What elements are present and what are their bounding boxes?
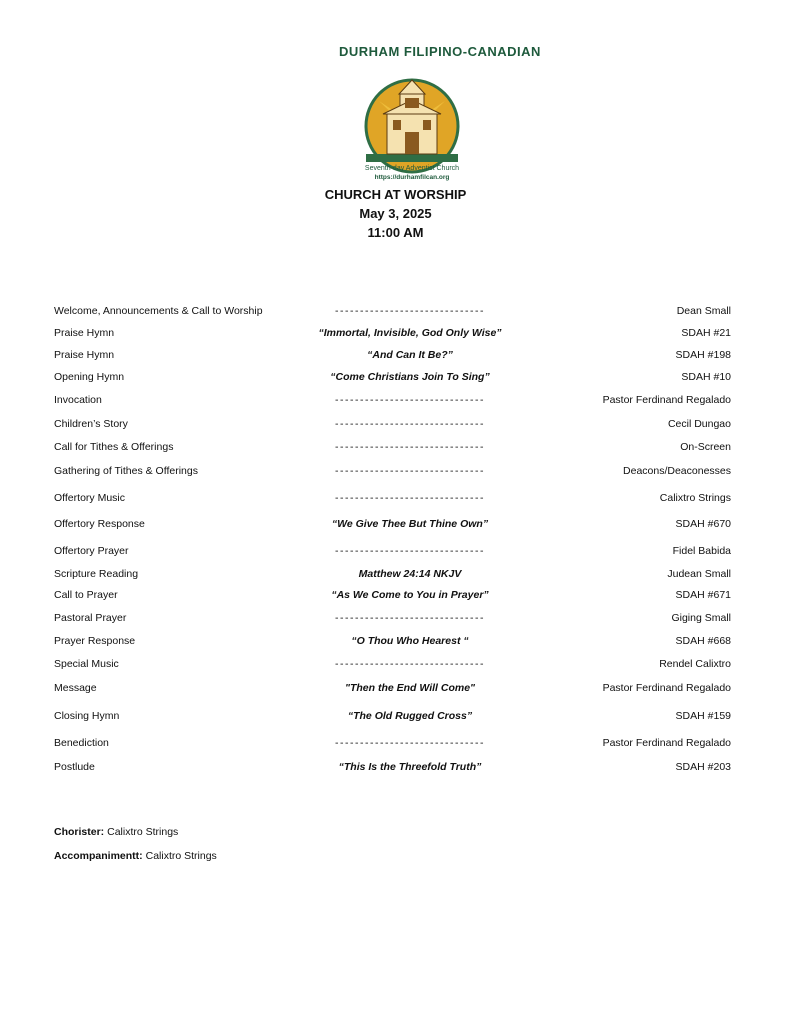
- program-detail: ------------------------------: [335, 465, 485, 477]
- service-date: May 3, 2025: [359, 206, 432, 221]
- program-row: [0, 761, 791, 777]
- program-leader: Giging Small: [671, 612, 731, 624]
- program-detail: “Come Christians Join To Sing”: [330, 371, 490, 383]
- program-detail: ------------------------------: [335, 492, 485, 504]
- program-detail: “As We Come to You in Prayer”: [331, 589, 489, 601]
- program-row: [0, 465, 791, 481]
- accompaniment-line: [54, 850, 217, 862]
- program-detail: ------------------------------: [335, 418, 485, 430]
- program-leader: SDAH #198: [675, 349, 731, 361]
- program-item: Pastoral Prayer: [54, 612, 127, 624]
- church-logo: [339, 44, 541, 182]
- program-row: [0, 568, 791, 584]
- program-leader: Cecil Dungao: [667, 418, 731, 430]
- program-leader: SDAH #668: [675, 635, 731, 647]
- chorister-line: [54, 826, 178, 838]
- program-leader: Dean Small: [676, 305, 731, 317]
- program-row: [0, 305, 791, 321]
- program-row: [0, 394, 791, 410]
- program-item: Welcome, Announcements & Call to Worship: [54, 305, 263, 317]
- program-detail: “Immortal, Invisible, God Only Wise”: [318, 327, 502, 339]
- program-leader: SDAH #203: [675, 761, 731, 773]
- program-row: [0, 327, 791, 343]
- program-item: Invocation: [54, 394, 102, 406]
- program-leader: Judean Small: [667, 568, 731, 580]
- program-detail: ------------------------------: [335, 441, 485, 453]
- program-leader: SDAH #671: [675, 589, 731, 601]
- program-item: Prayer Response: [54, 635, 136, 647]
- program-item: Offertory Music: [54, 492, 125, 504]
- program-row: [0, 710, 791, 726]
- program-detail: “And Can It Be?”: [367, 349, 453, 361]
- program-item: Closing Hymn: [54, 710, 120, 722]
- program-item: Special Music: [54, 658, 119, 670]
- program-leader: On-Screen: [680, 441, 731, 453]
- accompaniment-value: Calixtro Strings: [142, 850, 217, 862]
- program-row: [0, 589, 791, 605]
- chorister-label: Chorister:: [54, 826, 105, 838]
- program-leader: Calixtro Strings: [659, 492, 731, 504]
- program-leader: SDAH #21: [681, 327, 731, 339]
- program-item: Gathering of Tithes & Offerings: [54, 465, 198, 477]
- program-row: [0, 492, 791, 508]
- service-time: 11:00 AM: [367, 225, 424, 240]
- program-detail: “O Thou Who Hearest “: [351, 635, 469, 647]
- program-row: [0, 658, 791, 674]
- program-item: Praise Hymn: [54, 327, 115, 339]
- program-detail: “The Old Rugged Cross”: [347, 710, 473, 722]
- program-leader: SDAH #159: [675, 710, 731, 722]
- program-row: [0, 371, 791, 387]
- program-leader: Pastor Ferdinand Regalado: [602, 394, 731, 406]
- program-row: [0, 682, 791, 698]
- program-detail: Matthew 24:14 NKJV: [358, 568, 462, 580]
- program-leader: SDAH #670: [675, 518, 731, 530]
- program-row: [0, 518, 791, 534]
- program-row: [0, 737, 791, 753]
- program-item: Offertory Response: [54, 518, 145, 530]
- program-leader: Pastor Ferdinand Regalado: [602, 682, 731, 694]
- program-leader: SDAH #10: [681, 371, 731, 383]
- program-row: [0, 612, 791, 628]
- logo-arc-text: DURHAM FILIPINO-CANADIAN: [339, 44, 541, 59]
- program-row: [0, 349, 791, 365]
- program-detail: ------------------------------: [335, 545, 485, 557]
- program-row: [0, 635, 791, 651]
- program-item: Postlude: [54, 761, 95, 773]
- accompaniment-label: Accompanimentt:: [54, 850, 143, 862]
- program-detail: “We Give Thee But Thine Own”: [331, 518, 489, 530]
- program-detail: ------------------------------: [335, 737, 485, 749]
- program-detail: "Then the End Will Come": [344, 682, 476, 694]
- chorister-value: Calixtro Strings: [104, 826, 179, 838]
- program-detail: “This Is the Threefold Truth”: [338, 761, 482, 773]
- program-detail: ------------------------------: [335, 394, 485, 406]
- program-row: [0, 441, 791, 457]
- program-item: Benediction: [54, 737, 109, 749]
- page-title: CHURCH AT WORSHIP: [324, 187, 467, 202]
- program-row: [0, 545, 791, 561]
- program-item: Children’s Story: [54, 418, 128, 430]
- program-detail: ------------------------------: [335, 305, 485, 317]
- program-leader: Rendel Calixtro: [659, 658, 731, 670]
- program-item: Call to Prayer: [54, 589, 118, 601]
- program-item: Offertory Prayer: [54, 545, 129, 557]
- logo-subtitle: Seventh-day Adventist Church: [364, 165, 460, 172]
- program-leader: Pastor Ferdinand Regalado: [602, 737, 731, 749]
- program-item: Message: [54, 682, 97, 694]
- program-item: Scripture Reading: [54, 568, 139, 580]
- program-leader: Fidel Babida: [672, 545, 731, 557]
- program-detail: ------------------------------: [335, 658, 485, 670]
- program-item: Opening Hymn: [54, 371, 125, 383]
- logo-url: https://durhamfilcan.org: [374, 174, 450, 181]
- program-detail: ------------------------------: [335, 612, 485, 624]
- program-item: Praise Hymn: [54, 349, 115, 361]
- program-leader: Deacons/Deaconesses: [623, 465, 731, 477]
- program-row: [0, 418, 791, 434]
- program-item: Call for Tithes & Offerings: [54, 441, 174, 453]
